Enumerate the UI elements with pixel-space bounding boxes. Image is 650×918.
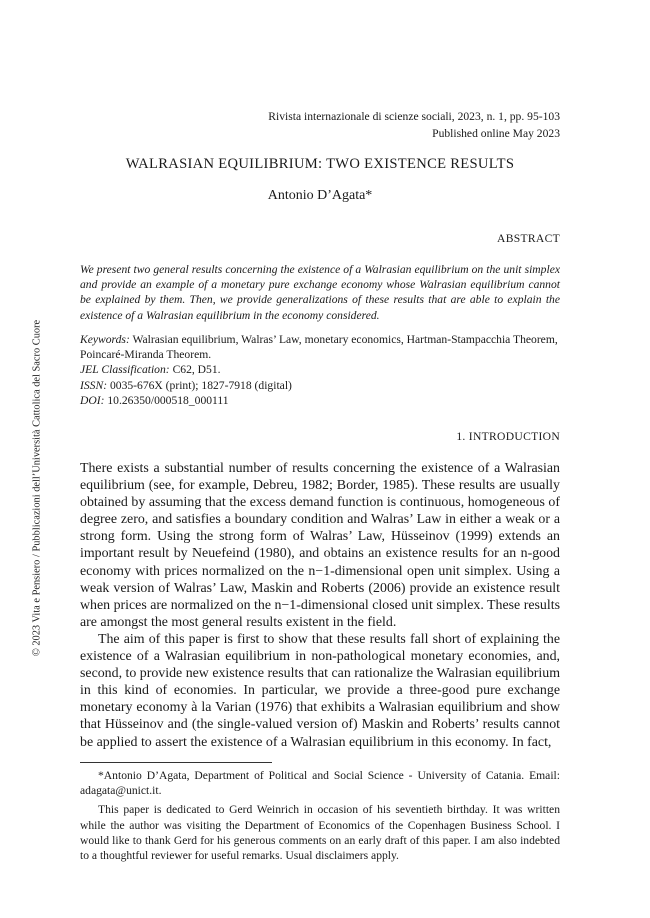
jel-value: C62, D51. bbox=[172, 363, 221, 377]
section-heading: 1. INTRODUCTION bbox=[456, 430, 560, 443]
article-metadata bbox=[80, 332, 560, 408]
footnotes bbox=[80, 768, 560, 867]
journal-header bbox=[268, 108, 560, 142]
journal-citation: Rivista internazionale di scienze sociali, 2023, n. 1, pp. 95-103 bbox=[268, 110, 560, 123]
body-paragraph-1: There exists a substantial number of results concerning the existence of a Walrasian equilibrium (see, for example, Debreu, 1982; Border, 1985). These results are usually obtained by assuming that the excess demand function is continuous, homogeneous of degree zero, and satisfies a boundary condition and Walras’ Law in either a weak or a strong form. Using the strong form of Walras’ Law, Hüsseinov (1999) extends an important result by Neuefeind (1980), and obtains an existence results for an n-good economy with prices normalized on the n−1-dimensional open unit simplex. Using a weak version of Walras’ Law, Maskin and Roberts (2006) provide an existence result when prices are normalized on the n−1-dimensional closed unit simplex. These results are amongst the most general results existent in the field. bbox=[80, 461, 560, 630]
footnote-dedication: This paper is dedicated to Gerd Weinrich in occasion of his seventieth birthday. It was written while the author was visiting the Department of Economics of the Copenhagen Business School. I would like to thank Gerd for his generous comments on an early draft of this paper. I am also indebted to a thoughtful reviewer for useful remarks. Usual disclaimers apply. bbox=[80, 803, 560, 863]
issn-label: ISSN: bbox=[80, 378, 108, 392]
doi-value: 10.26350/000518_000111 bbox=[107, 393, 229, 407]
body-paragraph-2: The aim of this paper is first to show that these results fall short of explaining the existence of a Walrasian equilibrium in non-pathological monetary economies, and, second, to provide new existence results that can rationalize the Walrasian equilibrium in this kind of economies. In particular, we provide a three-good pure exchange monetary economy à la Varian (1976) that exhibits a Walrasian equilibrium and show that Hüsseinov and (the single-valued version of) Maskin and Roberts’ results cannot be applied to assert the existence of a Walrasian equilibrium in this economy. In fact, bbox=[80, 631, 561, 750]
doi-label: DOI: bbox=[80, 393, 105, 407]
paper-page bbox=[80, 0, 560, 918]
footnote-author-affiliation: *Antonio D’Agata, Department of Political and Social Science - University of Catania. Email: adagata@unict.it. bbox=[80, 769, 560, 798]
issn-row bbox=[80, 378, 560, 393]
keywords-row bbox=[80, 332, 560, 362]
issn-value: 0035-676X (print); 1827-7918 (digital) bbox=[109, 378, 292, 392]
jel-row bbox=[80, 362, 560, 377]
doi-row bbox=[80, 393, 560, 408]
jel-label: JEL Classification: bbox=[80, 363, 170, 377]
copyright-sidebar: © 2023 Vita e Pensiero / Pubblicazioni dell’Università Cattolica del Sacro Cuore bbox=[31, 319, 43, 657]
body-text bbox=[80, 460, 560, 751]
publication-date: Published online May 2023 bbox=[432, 127, 560, 140]
abstract-heading: ABSTRACT bbox=[497, 232, 560, 245]
abstract-text: We present two general results concerning the existence of a Walrasian equilibrium on the unit simplex and provide an example of a monetary pure exchange economy whose Walrasian equilibrium cannot be explained by them. Then, we provide generalizations of these results that are able to explain the existence of a Walrasian equilibrium in the economy considered. bbox=[80, 263, 560, 322]
paper-author: Antonio D’Agata* bbox=[267, 188, 373, 203]
keywords-value: Walrasian equilibrium, Walras’ Law, monetary economics, Hartman-Stampacchia Theorem, Poincaré-Miranda Theorem. bbox=[80, 333, 558, 362]
paper-title: WALRASIAN EQUILIBRIUM: TWO EXISTENCE RESULTS bbox=[125, 156, 515, 172]
footnote-divider bbox=[80, 762, 272, 763]
keywords-label: Keywords: bbox=[80, 333, 130, 346]
